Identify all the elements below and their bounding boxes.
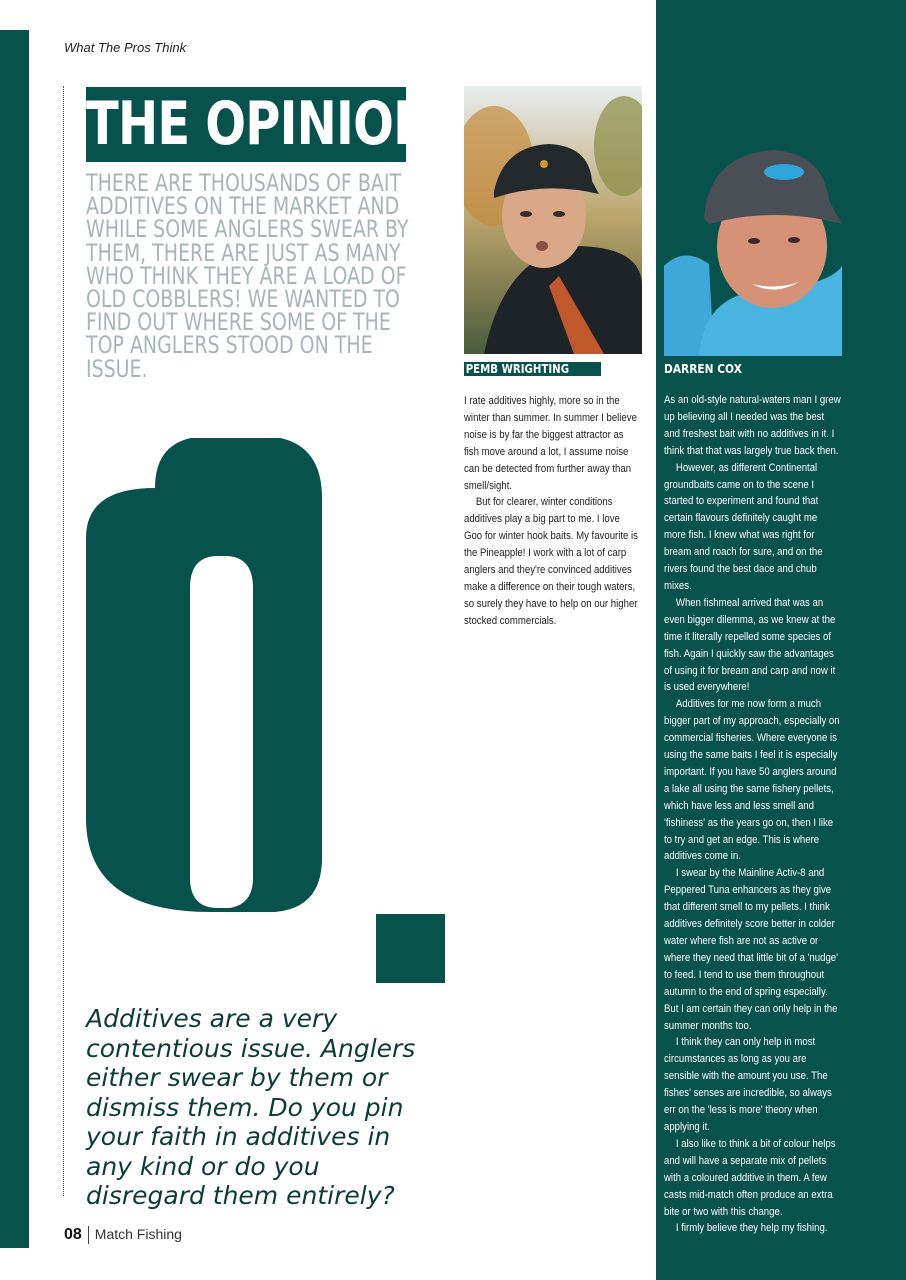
paragraph: I also like to think a bit of colour helps and will have a separate mix of pellets with a coloured additive in them. A few casts mid-match often produce an extra bite or two with this change.	[664, 1137, 836, 1218]
dotted-divider	[63, 86, 64, 1196]
angler-name-tag-pemb	[464, 362, 601, 376]
angler-name-pemb: PEMB WRIGHTING	[465, 362, 570, 376]
big-q-period	[70, 438, 460, 1058]
paragraph: I rate additives highly, more so in the winter than summer. In summer I believe noise is by far the biggest attractor as fish move around a lot, I assume noise can be detected from further away than smell/sight.	[464, 395, 637, 492]
intro-standfirst: THERE ARE THOUSANDS OF BAIT ADDITIVES ON THE MARKET AND WHILE SOME ANGLERS SWEAR BY THEM, THERE ARE JUST AS MANY WHO THINK THEY ARE A LOAD OF OLD COBBLERS! WE WANTED TO FIND OUT WHERE SOME OF THE TOP ANGLERS STOOD ON THE ISSUE.	[86, 169, 409, 383]
paragraph: I swear by the Mainline Activ-8 and Peppered Tuna enhancers as they give that different smell to my pellets. I think additives definitely score better in colder water where fish are not as active or where they need that little bit of a 'nudge' to feed. I tend to use them throughout autumn to the end of spring especially. But I am certain they can only help in the summer months too.	[664, 867, 838, 1032]
paragraph: As an old-style natural-waters man I grew up believing all I needed was the best and freshest bait with no additives in it. I think that that was largely true back then.	[664, 394, 841, 457]
paragraph: However, as different Continental groundbaits came on to the scene I started to experiment and found that certain flavours definitely caught me more fish. I knew what was right for bream and roach for sure, and on the rivers found the best dace and chub mixes.	[664, 461, 823, 592]
paragraph: I firmly believe they help my fishing.	[675, 1222, 828, 1235]
darren-cox-photo	[664, 146, 842, 356]
left-accent-bar	[0, 30, 29, 1248]
paragraph: I think they can only help in most circumstances as long as you are sensible with the amount you use. The fishes' senses are incredible, so always err on the 'less is more' theory when applying it.	[664, 1036, 832, 1133]
darren-answer-column	[664, 392, 842, 1237]
paragraph: But for clearer, winter conditions additives play a big part to me. I love Goo for winter hook baits. My favourite is the Pineapple! I work with a lot of carp anglers and they're convinced additives make a difference on their tough waters, so surely they have to help on our higher stocked commercials.	[464, 496, 638, 627]
page-title: THE OPINION	[86, 89, 433, 159]
angler-name-darren: DARREN COX	[664, 361, 742, 376]
paragraph: Additives for me now form a much bigger part of my approach, especially on commercial fisheries. Where everyone is using the same baits I feel it is especially important. If you have 50 anglers around a lake all using the same fishery pellets, which have less and less smell and 'fishiness' as the years go on, then I like to try and get an edge. This is where additives come in.	[664, 698, 840, 863]
pemb-wrighting-photo	[464, 86, 642, 354]
paragraph: When fishmeal arrived that was an even bigger dilemma, as we knew at the time it literally repelled some species of fish. Again I quickly saw the advantages of using it for bream and carp and now it is used everywhere!	[664, 596, 836, 694]
title-box	[86, 87, 433, 162]
section-label: What The Pros Think	[64, 40, 187, 55]
page-footer	[64, 1226, 182, 1244]
magazine-name: Match Fishing	[94, 1226, 182, 1242]
question-text: Additives are a very contentious issue. Anglers either swear by them or dismiss them. Do you pin your faith in additives in any kind or do you disregard them entirely?	[86, 1004, 416, 1210]
footer-divider	[88, 1226, 89, 1244]
page-number: 08	[64, 1226, 82, 1243]
pemb-answer-column	[464, 393, 638, 630]
